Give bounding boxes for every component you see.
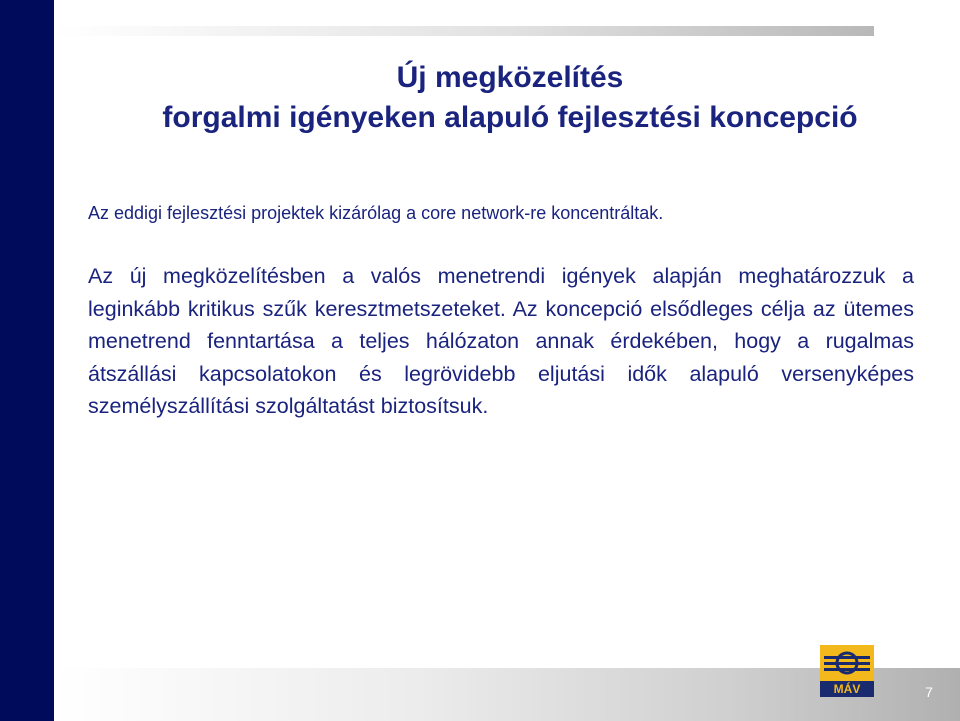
- slide-title-line1: Új megközelítés: [396, 61, 624, 94]
- left-sidebar-bar: [0, 0, 54, 721]
- main-paragraph: Az új megközelítésben a valós menetrendi igények alapján meghatározzuk a leginkább kritikus szűk keresztmetszeteket. Az koncepció elsődleges célja az ütemes menetrend fenntartása a teljes hálózaton annak érdekében, hogy a rugalmas átszállási kapcsolatokon és legrövidebb eljutási idők alapuló versenyképes személyszállítási szolgáltatást biztosítsuk.: [88, 264, 914, 418]
- intro-sentence: Az eddigi fejlesztési projektek kizárólag a core network-re koncentráltak.: [88, 203, 664, 223]
- mav-logo-icon: [820, 645, 874, 697]
- slide-title: [60, 58, 960, 138]
- slide-title-line2: forgalmi igényeken alapuló fejlesztési koncepció: [162, 101, 858, 134]
- logo-text: MÁV: [833, 682, 861, 696]
- logo-wing-bottom: [824, 668, 870, 671]
- logo-wing-top: [824, 656, 870, 659]
- top-decorative-strip: [54, 26, 874, 36]
- page-number: 7: [925, 684, 933, 700]
- logo-wing-middle: [824, 662, 870, 665]
